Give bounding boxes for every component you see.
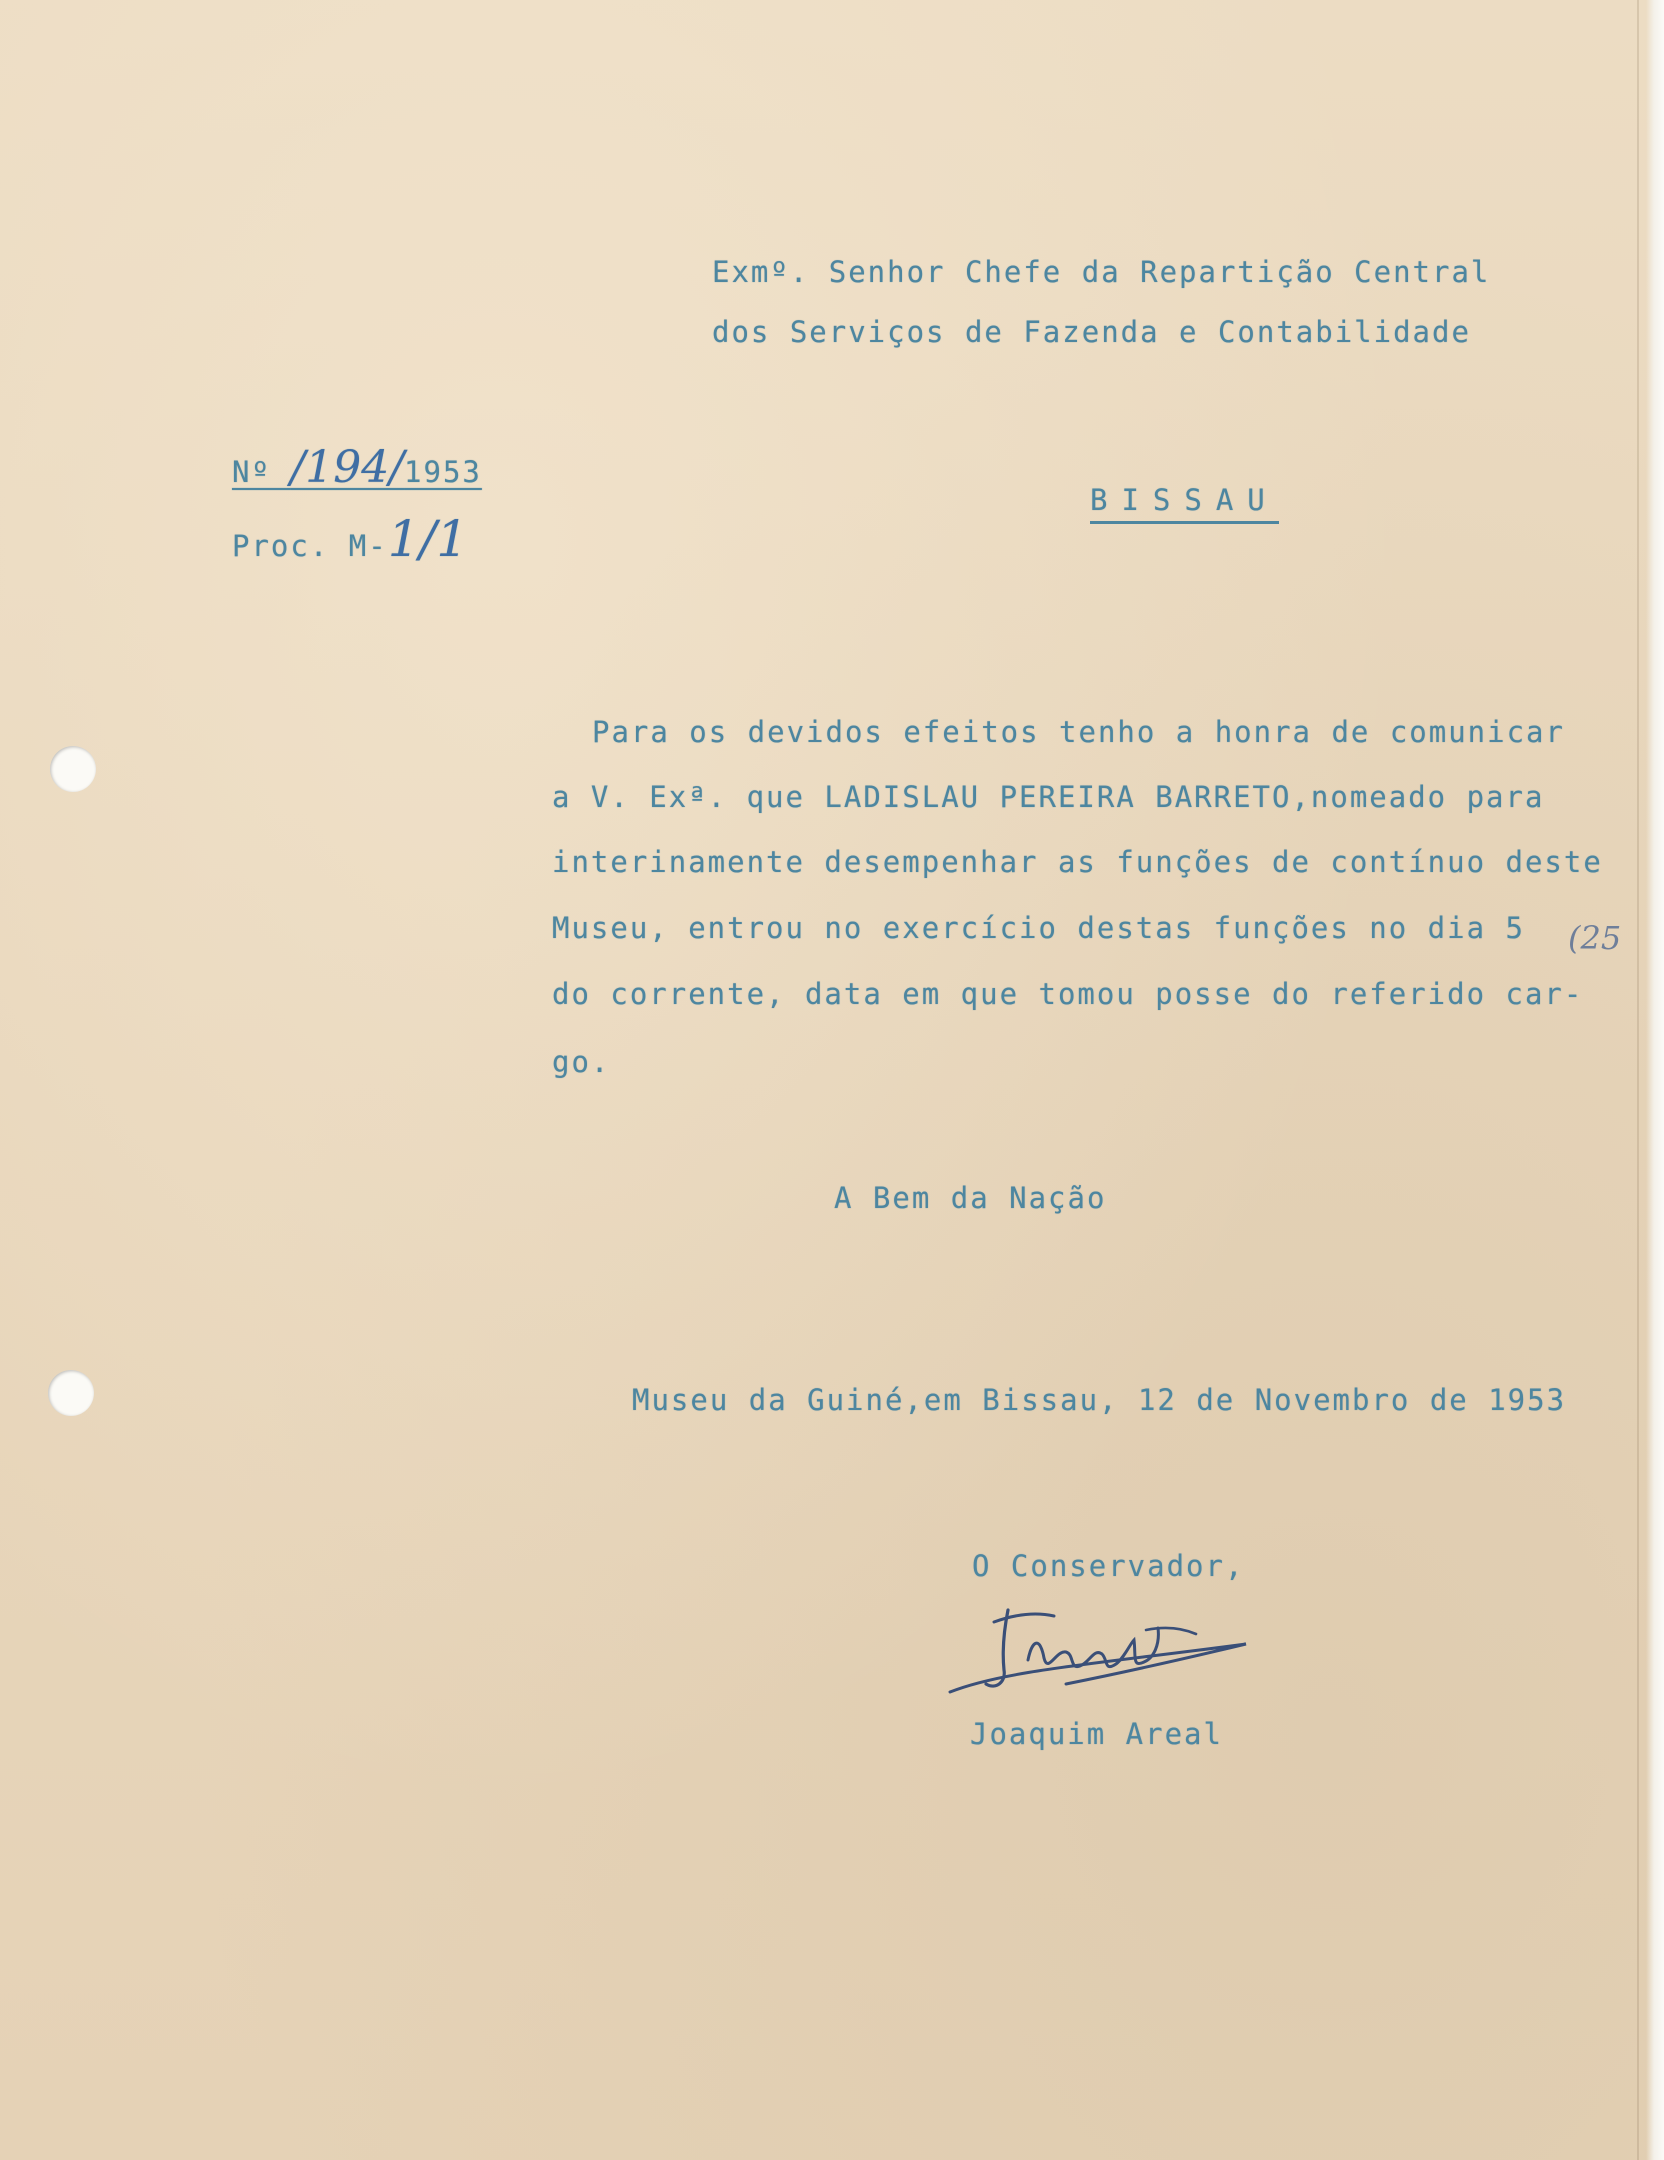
body-line-6: go. bbox=[552, 1045, 611, 1079]
paper-right-edge bbox=[1646, 0, 1664, 2160]
signer-role: O Conservador, bbox=[972, 1549, 1245, 1583]
pencil-margin-note: (25 bbox=[1568, 919, 1622, 957]
paper-fold-line bbox=[1637, 0, 1639, 2160]
process-prefix: Proc. M- bbox=[232, 529, 388, 563]
body-line-4: Museu, entrou no exercício destas funções no dia 5 bbox=[552, 911, 1525, 945]
addressee-line-2: dos Serviços de Fazenda e Contabilidade bbox=[712, 315, 1471, 349]
city-heading: BISSAU bbox=[1090, 486, 1279, 524]
process-reference bbox=[232, 510, 469, 568]
reference-handwritten-number: /194/ bbox=[290, 442, 405, 493]
closing-salutation: A Bem da Nação bbox=[834, 1181, 1107, 1215]
process-handwritten-number: 1/1 bbox=[387, 510, 469, 568]
place-and-date: Museu da Guiné,em Bissau, 12 de Novembro de 1953 bbox=[632, 1383, 1567, 1417]
body-line-5: do corrente, data em que tomou posse do referido car- bbox=[552, 977, 1584, 1011]
body-line-3: interinamente desempenhar as funções de contínuo deste bbox=[552, 845, 1603, 879]
body-line-2: a V. Exª. que LADISLAU PEREIRA BARRETO,nomeado para bbox=[552, 780, 1545, 814]
reference-prefix: Nº bbox=[232, 455, 291, 489]
punch-hole-top bbox=[50, 746, 96, 792]
addressee-line-1: Exmº. Senhor Chefe da Repartição Central bbox=[712, 255, 1491, 289]
body-line-1: Para os devidos efeitos tenho a honra de comunicar bbox=[592, 715, 1565, 749]
reference-year: 1953 bbox=[404, 455, 482, 489]
signer-name: Joaquim Areal bbox=[970, 1717, 1223, 1751]
signature-text: JAreal bbox=[946, 1600, 950, 1601]
reference-number bbox=[232, 442, 482, 493]
handwritten-signature bbox=[946, 1600, 1266, 1710]
punch-hole-bottom bbox=[48, 1370, 94, 1416]
